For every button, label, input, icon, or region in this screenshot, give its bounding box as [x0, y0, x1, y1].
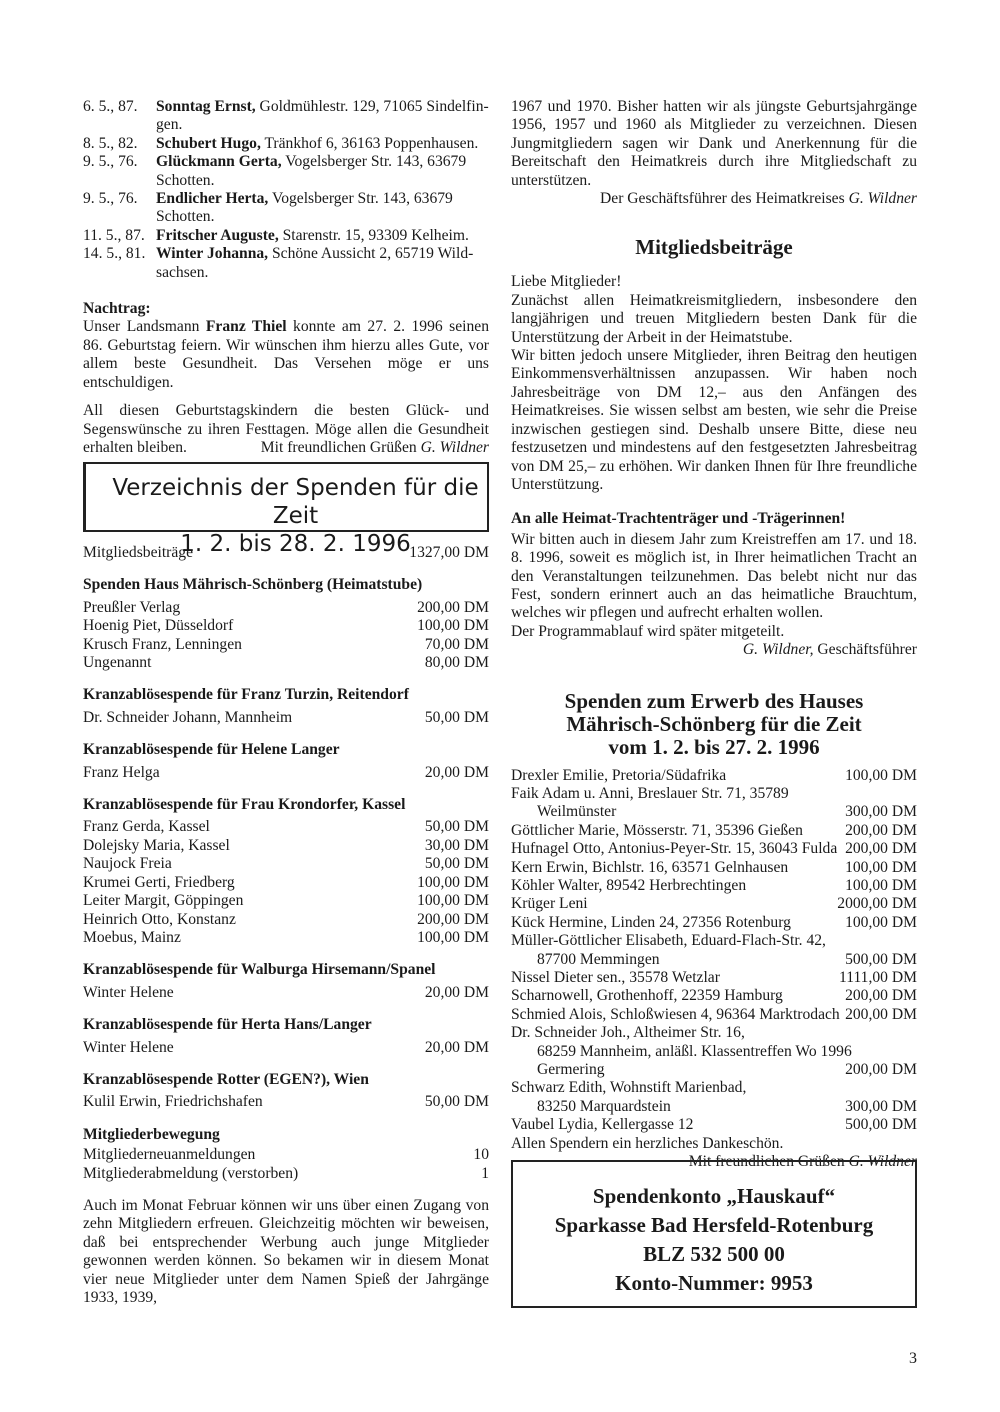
nachtrag-text-1: Unser Landsmann: [83, 318, 206, 336]
birthday-address: Vogelsberger Str. 143, 63679: [268, 190, 453, 208]
entry-line: [511, 951, 917, 969]
donor-name: Dolejsky Maria, Kassel: [83, 836, 230, 854]
donation-row: [83, 764, 489, 782]
donor-name: Vaubel Lydia, Kellergasse 12: [511, 1116, 694, 1134]
program-note: Der Programmablauf wird später mitgeteilt.: [511, 622, 785, 640]
donation-section: [83, 741, 489, 782]
donor-name: Hoenig Piet, Düsseldorf: [83, 617, 234, 635]
donation-amount: 100,00 DM: [417, 892, 489, 910]
entry-line: [511, 1116, 917, 1134]
donation-row: [83, 855, 489, 873]
wishes-section: [83, 402, 489, 457]
house-donation-entry: [511, 1006, 917, 1024]
thanks-text: Allen Spendern ein herzliches Dankeschön.: [511, 1134, 784, 1152]
donor-name: Nissel Dieter sen., 35578 Wetzlar: [511, 969, 720, 987]
donation-section-title: Kranzablösespende Rotter (EGEN?), Wien: [83, 1070, 369, 1088]
house-donations-heading-line3: vom 1. 2. bis 27. 2. 1996: [608, 734, 820, 759]
right-column: [511, 98, 917, 1172]
entry-line: [511, 987, 917, 1005]
entry-line: [511, 1043, 917, 1061]
birthday-date: 9. 5., 76.: [83, 190, 138, 208]
nachtrag-section: [83, 300, 489, 392]
row-label: Mitgliederabmeldung (verstorben): [83, 1164, 299, 1182]
signature-name: G. Wildner: [420, 438, 489, 456]
member-movement-section: [83, 1126, 489, 1308]
row-amount: 1327,00 DM: [409, 544, 489, 561]
birthday-date: 6. 5., 87.: [83, 98, 138, 115]
birthday-address: Starenstr. 15, 93309 Kelheim.: [278, 226, 469, 244]
house-donations-heading: [511, 690, 917, 759]
donation-row: [83, 709, 489, 727]
birthday-name: Endlicher Herta,: [156, 190, 269, 208]
donations-heading-line2: 1. 2. bis 28. 2. 1996: [180, 531, 411, 557]
birthday-text: [156, 227, 489, 245]
row-label: Mitgliedsbeiträge: [83, 544, 193, 561]
donor-address-cont: Weilmünster: [537, 803, 617, 821]
member-movement-row: [83, 1146, 489, 1164]
house-donation-entry: [511, 767, 917, 785]
entry-line: [511, 914, 917, 932]
donor-name: Schwarz Edith, Wohnstift Marienbad,: [511, 1079, 747, 1097]
donor-name: Kern Erwin, Bichlstr. 16, 63571 Gelnhausen: [511, 858, 789, 876]
bank-code: BLZ 532 500 00: [643, 1242, 785, 1266]
donation-section: [83, 1016, 489, 1057]
donation-amount: 200,00 DM: [845, 1061, 917, 1079]
donor-name: Kulil Erwin, Friedrichshafen: [83, 1093, 263, 1111]
house-donation-entry: [511, 822, 917, 840]
birthday-text: [156, 245, 489, 282]
birthday-entry: [83, 227, 489, 245]
donation-row: [83, 1039, 489, 1057]
donation-section-title: Kranzablösespende für Herta Hans/Langer: [83, 1016, 372, 1034]
member-movement-row: [83, 1165, 489, 1183]
house-donation-entry: [511, 1024, 917, 1079]
donation-amount: 30,00 DM: [424, 836, 489, 854]
donor-name: Krumei Gerti, Friedberg: [83, 873, 235, 891]
birthday-text: [156, 98, 489, 135]
signature-name: G. Wildner: [848, 190, 917, 208]
donation-row: [83, 599, 489, 617]
donation-amount: 200,00 DM: [845, 987, 917, 1005]
donation-amount: 300,00 DM: [845, 803, 917, 821]
donation-amount: 1111,00 DM: [839, 969, 917, 987]
donation-section: [83, 576, 489, 672]
donation-section-title: Spenden Haus Mährisch-Schönberg (Heimatstube): [83, 576, 423, 594]
fees-paragraph-2: Wir bitten jedoch unsere Mitglieder, ihren Beitrag den heutigen Einkommensverhältnissen anzupassen. Wir haben noch Jahresbeiträge von DM 12,– aus den Anfängen des Heimatkreises. Sie wissen selbst am besten, wie sehr die Preise inzwischen gestiegen sind. Deshalb unsere Bitte, diese neu festzusetzen und mindestens auf den festgesetzten Jahresbeitrag von DM 25,– zu erhöhen. Wir danken Ihnen für Ihre freundliche Unterstützung.: [511, 347, 917, 493]
donor-name: Hufnagel Otto, Antonius-Peyer-Str. 15, 36043 Fulda: [511, 840, 838, 858]
birthday-name: Glückmann Gerta,: [156, 153, 282, 171]
birthday-name: Fritscher Auguste,: [156, 226, 279, 244]
donation-amount: 100,00 DM: [845, 858, 917, 876]
donor-address-cont: 68259 Mannheim, anläßl. Klassentreffen Wo 1996: [537, 1042, 852, 1060]
donor-name: Göttlicher Marie, Mösserstr. 71, 35396 Gießen: [511, 821, 803, 839]
donor-name: Moebus, Mainz: [83, 928, 181, 946]
donation-amount: 200,00 DM: [417, 910, 489, 928]
donation-amount: 500,00 DM: [845, 950, 917, 968]
donor-name: Winter Helene: [83, 1038, 174, 1056]
house-donation-entry: [511, 785, 917, 822]
birthday-date: 9. 5., 76.: [83, 153, 138, 171]
donation-section: [83, 686, 489, 727]
wishes-text: All diesen Geburtstagskindern die besten Glück- und Segenswünsche zu ihren Festtagen. Möge allen die Gesundheit erhalten bleiben.: [83, 402, 489, 456]
membership-fees-heading: Mitgliedsbeiträge: [635, 235, 793, 260]
donation-row: [83, 818, 489, 836]
donation-row: [83, 617, 489, 635]
donation-row: [83, 654, 489, 672]
donation-amount: 70,00 DM: [424, 635, 489, 653]
house-donation-entry: [511, 859, 917, 877]
birthday-list: [83, 98, 489, 282]
birthday-date: 8. 5., 82.: [83, 134, 138, 152]
donor-name: Leiter Margit, Göppingen: [83, 892, 244, 910]
donor-name: Preußler Verlag: [83, 598, 181, 616]
donation-amount: 100,00 DM: [845, 766, 917, 784]
young-members-text: 1967 und 1970. Bisher hatten wir als jüngste Geburtsjahrgänge 1956, 1957 und 1960 als Mitglieder zu verzeichnen. Diesen Jungmitgliedern sagen wir Dank und Anerkennung für die Bereitschaft den Heimatkreis durch ihre Mitgliedschaft zu unterstützen.: [511, 98, 917, 189]
donation-section: [83, 796, 489, 947]
house-donation-entry: [511, 895, 917, 913]
birthday-date: 11. 5., 87.: [83, 226, 145, 244]
left-column-top: [83, 98, 489, 457]
donor-name: Franz Helga: [83, 763, 160, 781]
entry-line: [511, 877, 917, 895]
birthday-address: Goldmühlestr. 129, 71065 Sindelfin-: [255, 98, 489, 115]
donor-name: Winter Helene: [83, 983, 174, 1001]
donor-name: Schmied Alois, Schloßwiesen 4, 96364 Marktrodach: [511, 1005, 840, 1023]
donation-section: [83, 1071, 489, 1112]
donation-amount: 100,00 DM: [417, 928, 489, 946]
row-label: Mitgliederneuanmeldungen: [83, 1146, 256, 1164]
birthday-entry: [83, 98, 489, 135]
entry-line: [511, 1006, 917, 1024]
house-donation-entry: [511, 932, 917, 969]
membership-fees-row: [83, 544, 489, 562]
house-donation-entry: [511, 969, 917, 987]
donor-name: Dr. Schneider Johann, Mannheim: [83, 708, 293, 726]
donation-amount: 50,00 DM: [424, 818, 489, 836]
house-donation-entry: [511, 840, 917, 858]
house-donation-entry: [511, 987, 917, 1005]
birthday-address: Tränkhof 6, 36163 Poppenhausen.: [260, 134, 479, 152]
house-donation-entry: [511, 1116, 917, 1134]
donor-name: Kück Hermine, Linden 24, 27356 Rotenburg: [511, 913, 791, 931]
nachtrag-title: Nachtrag:: [83, 300, 151, 318]
birthday-name: Winter Johanna,: [156, 245, 269, 263]
house-donation-entry: [511, 914, 917, 932]
donor-name: Krusch Franz, Lenningen: [83, 635, 242, 653]
birthday-name: Schubert Hugo,: [156, 134, 261, 152]
bank-name: Sparkasse Bad Hersfeld-Rotenburg: [554, 1213, 874, 1237]
donation-amount: 20,00 DM: [424, 983, 489, 1001]
row-amount: 10: [473, 1146, 489, 1164]
costume-text: Wir bitten auch in diesem Jahr zum Kreistreffen am 17. und 18. 8. 1996, soweit es möglich ist, in Ihrer heimatlichen Tracht an den Veranstaltungen teilzunehmen. Das belebt nicht nur das Fest, sondern erinnert auch an das heimatliche Brauchtum, welches wir pflegen und aufrecht erhalten wollen.: [511, 530, 917, 622]
signature-prefix: Der Geschäftsführer des Heimatkreises: [600, 190, 849, 208]
birthday-entry: [83, 153, 489, 190]
birthday-name: Sonntag Ernst,: [156, 98, 256, 115]
donation-section: [83, 961, 489, 1002]
entry-line: [511, 822, 917, 840]
birthday-entry: [83, 135, 489, 153]
donor-name: Dr. Schneider Joh., Altheimer Str. 16,: [511, 1024, 745, 1042]
greeting-text: Mit freundlichen Grüßen: [688, 1153, 849, 1171]
birthday-address: Schöne Aussicht 2, 65719 Wild-: [268, 245, 474, 263]
donation-amount: 50,00 DM: [424, 855, 489, 873]
page-number: 3: [909, 1350, 917, 1367]
donor-name: Heinrich Otto, Konstanz: [83, 910, 236, 928]
donation-amount: 200,00 DM: [417, 598, 489, 616]
donor-address-cont: 87700 Memmingen: [537, 950, 660, 968]
account-title: Spendenkonto „Hauskauf“: [592, 1184, 836, 1208]
donation-amount: 80,00 DM: [424, 654, 489, 672]
entry-line: [511, 1079, 917, 1097]
donor-name: Faik Adam u. Anni, Breslauer Str. 71, 35789: [511, 784, 789, 802]
house-donations-list: [511, 767, 917, 1135]
donation-row: [83, 837, 489, 855]
entry-line: [511, 803, 917, 821]
donation-row: [83, 874, 489, 892]
donation-row: [83, 929, 489, 947]
birthday-address-cont: Schotten.: [156, 208, 215, 226]
donor-name: Naujock Freia: [83, 855, 172, 873]
young-members-signature: [511, 190, 917, 208]
donation-amount: 100,00 DM: [417, 617, 489, 635]
donor-address-cont: 83250 Marquardstein: [537, 1097, 671, 1115]
signature-name: G. Wildner,: [742, 641, 814, 659]
entry-line: [511, 1061, 917, 1079]
donor-name: Ungenannt: [83, 654, 152, 672]
donation-row: [83, 911, 489, 929]
salutation: Liebe Mitglieder!: [511, 273, 622, 291]
birthday-address: Vogelsberger Str. 143, 63679: [281, 153, 467, 171]
donor-name: Krüger Leni: [511, 895, 588, 913]
house-donations-heading-line1: Spenden zum Erwerb des Hauses: [564, 688, 864, 713]
birthday-address-cont: Schotten.: [156, 171, 215, 189]
house-donation-entry: [511, 1079, 917, 1116]
costume-heading: An alle Heimat-Trachtenträger und -Trägerinnen!: [511, 510, 846, 528]
entry-line: [511, 932, 917, 950]
donation-row: [83, 892, 489, 910]
donor-name: Drexler Emilie, Pretoria/Südafrika: [511, 766, 727, 784]
donation-row: [83, 636, 489, 654]
birthday-entry: [83, 245, 489, 282]
donation-amount: 500,00 DM: [845, 1116, 917, 1134]
donor-name: Müller-Göttlicher Elisabeth, Eduard-Flach-Str. 42,: [511, 932, 826, 950]
donation-section-title: Kranzablösespende für Frau Krondorfer, Kassel: [83, 796, 406, 814]
entry-line: [511, 785, 917, 803]
house-donations-heading-line2: Mährisch-Schönberg für die Zeit: [566, 711, 862, 736]
donation-amount: 100,00 DM: [845, 913, 917, 931]
account-number: Konto-Nummer: 9953: [615, 1271, 813, 1295]
nachtrag-text: [83, 318, 489, 392]
donation-section-title: Kranzablösespende für Helene Langer: [83, 741, 340, 759]
entry-line: [511, 969, 917, 987]
donations-heading-line1: Verzeichnis der Spenden für die Zeit: [112, 475, 479, 529]
donation-row: [83, 984, 489, 1002]
left-column-donations: [83, 544, 489, 1307]
costume-signature: [511, 641, 917, 659]
donation-amount: 200,00 DM: [845, 840, 917, 858]
entry-line: [511, 1024, 917, 1042]
donor-name: Köhler Walter, 89542 Herbrechtingen: [511, 877, 747, 894]
nachtrag-name: Franz Thiel: [205, 318, 287, 336]
house-donation-entry: [511, 877, 917, 895]
donor-name: Scharnowell, Grothenhoff, 22359 Hamburg: [511, 987, 783, 1005]
donation-amount: 20,00 DM: [424, 1038, 489, 1056]
donation-row: [83, 1093, 489, 1111]
donation-amount: 50,00 DM: [424, 1093, 489, 1111]
donation-amount: 20,00 DM: [424, 763, 489, 781]
birthday-text: [156, 153, 489, 190]
donation-amount: 2000,00 DM: [837, 895, 917, 913]
birthday-text: [156, 135, 489, 153]
donation-amount: 200,00 DM: [845, 821, 917, 839]
entry-line: [511, 767, 917, 785]
donor-name: Franz Gerda, Kassel: [83, 818, 210, 836]
donation-section-title: Kranzablösespende für Walburga Hirsemann/Spanel: [83, 961, 436, 979]
entry-line: [511, 840, 917, 858]
member-movement-title: Mitgliederbewegung: [83, 1125, 220, 1143]
member-movement-text: Auch im Monat Februar können wir uns über einen Zugang von zehn Mitgliedern erfreuen. Gleichzeitig möchten wir beweisen, daß bei entsprechender Werbung auch junge Mitglieder gewonnen werden können. So bekamen wir in diesem Monat vier neue Mitglieder unter dem Namen Spieß der Jahrgänge 1933, 1939,: [83, 1196, 489, 1306]
signature-name: G. Wildner: [848, 1153, 917, 1171]
fees-paragraph-1: Zunächst allen Heimatkreismitgliedern, insbesondere den langjährigen und treuen Mitgliedern besten Dank für die Unterstützung der Arbeit in der Heimatstube.: [511, 291, 917, 346]
donor-address-cont: Germering: [537, 1061, 605, 1079]
entry-line: [511, 859, 917, 877]
birthday-address-cont: gen.: [156, 116, 183, 134]
entry-line: [511, 895, 917, 913]
donation-amount: 300,00 DM: [845, 1097, 917, 1115]
birthday-text: [156, 190, 489, 227]
donation-amount: 200,00 DM: [845, 1005, 917, 1023]
birthday-address-cont: sachsen.: [156, 263, 209, 281]
birthday-entry: [83, 190, 489, 227]
donation-account-box: [511, 1160, 917, 1308]
donation-sections: [83, 576, 489, 1111]
birthday-date: 14. 5., 81.: [83, 245, 146, 263]
donation-amount: 100,00 DM: [845, 877, 917, 894]
greeting-text: Mit freundlichen Grüßen: [260, 438, 421, 456]
entry-line: [511, 1098, 917, 1116]
donation-amount: 50,00 DM: [424, 708, 489, 726]
signature-role: Geschäftsführer: [813, 641, 917, 659]
row-amount: 1: [481, 1164, 489, 1182]
donation-amount: 100,00 DM: [417, 873, 489, 891]
nachtrag-text-2: konnte am 27. 2. 1996 seinen 86. Geburtstag feiern. Wir wünschen ihm hierzu alles Gute, vor allem beste Gesundheit. Das Versehen möge er uns entschuldigen.: [83, 318, 489, 391]
donation-section-title: Kranzablösespende für Franz Turzin, Reitendorf: [83, 686, 409, 704]
